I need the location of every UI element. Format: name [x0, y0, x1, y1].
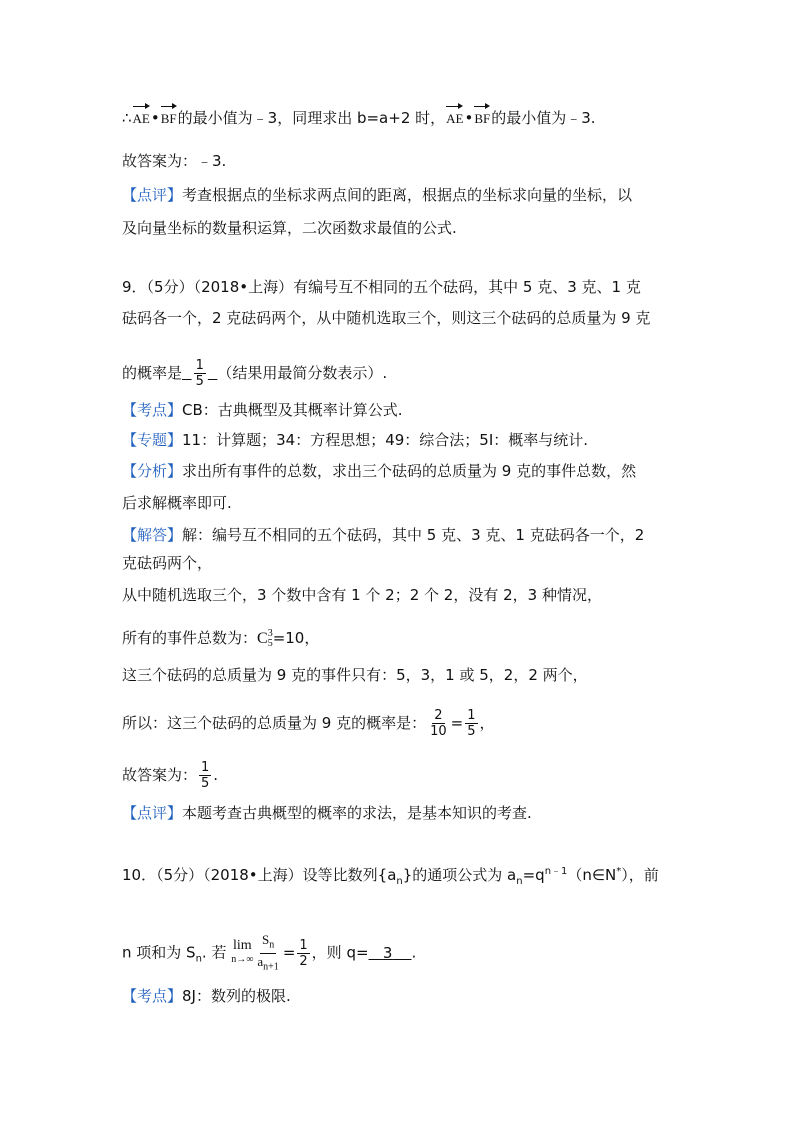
fraction-denominator: 5 — [467, 724, 476, 739]
kaodian-text: 8J：数列的极限. — [182, 987, 291, 1005]
q9-line-3 — [122, 358, 387, 389]
dianping-text: 本题考查古典概型的概率的求法，是基本知识的考查. — [182, 804, 532, 822]
q9-jieda-5: 这三个砝码的总质量为 9 克的事件只有：5，3，1 或 5，2，2 两个， — [122, 666, 588, 684]
text-segment: . 若 — [201, 943, 227, 962]
fraction-denominator: 10 — [430, 724, 447, 739]
text-segment: =q — [522, 866, 545, 884]
vector-bf: BF — [474, 109, 490, 129]
zhuanti-tag: 【专题】 — [122, 431, 183, 449]
text-segment: 的最小值为﹣3. — [491, 109, 596, 127]
text-segment: （结果用最简分数表示）. — [217, 364, 388, 382]
equals-sign: = — [282, 943, 296, 962]
text-segment: }的通项公式为 a — [402, 866, 517, 884]
fraction-one-fifth — [465, 708, 477, 739]
text-segment: . — [213, 766, 219, 784]
q9-jieda-6 — [122, 708, 495, 739]
q9-heading: 9．（5分）（2018•上海）有编号互不相同的五个砝码，其中 5 克、3 克、1 克 — [122, 278, 641, 296]
combination-subscript: 5 — [267, 638, 273, 650]
jieda-text: 解：编号互不相同的五个砝码，其中 5 克、3 克、1 克砝码各一个，2 — [182, 526, 645, 544]
fraction-one-half — [297, 938, 309, 969]
q9-jieda-3: 从中随机选取三个，3 个数中含有 1 个 2；2 个 2，没有 2，3 种情况， — [122, 586, 602, 604]
subscript: n+1 — [263, 961, 279, 973]
answer-blank — [369, 943, 412, 963]
q9-fenxi-2: 后求解概率即可. — [122, 494, 232, 512]
q9-jieda-1 — [122, 525, 644, 545]
comment-tag: 【点评】 — [122, 186, 183, 204]
q10-heading — [122, 862, 659, 892]
subscript: n — [396, 876, 403, 887]
text-segment: n 项和为 S — [122, 943, 196, 962]
text-segment: 的概率是 — [122, 364, 183, 382]
text-segment: （n∈N — [567, 866, 617, 884]
text-segment: ，则 q= — [311, 943, 369, 962]
comment-line-2: 及向量坐标的数量积运算，二次函数求最值的公式. — [122, 219, 457, 237]
q9-answer — [122, 760, 218, 791]
q9-jieda-2: 克砝码两个， — [122, 554, 213, 572]
limit-subscript: n→∞ — [231, 954, 254, 966]
kaodian-text: CB：古典概型及其概率计算公式. — [182, 401, 403, 419]
fraction-numerator: 1 — [299, 937, 308, 953]
q9-jieda-4 — [122, 628, 319, 649]
q10-kaodian — [122, 986, 291, 1006]
answer-value: 3 — [382, 943, 393, 962]
superscript: * — [616, 866, 622, 877]
combination-superscript: 3 — [267, 628, 273, 640]
fraction-denominator: a — [257, 953, 264, 969]
q9-fenxi-1 — [122, 461, 636, 481]
text-segment: 的最小值为﹣3，同理求出 b=a+2 时， — [177, 109, 446, 127]
subscript: n — [516, 876, 523, 887]
fraction-numerator: 1 — [467, 708, 476, 723]
fraction-two-tenths — [428, 708, 449, 739]
fraction-numerator: S — [261, 932, 270, 947]
therefore-symbol: ∴ — [122, 109, 132, 127]
limit-text: lim — [232, 938, 252, 954]
subscript: n — [269, 939, 275, 951]
jieda-tag: 【解答】 — [122, 526, 183, 544]
text-segment: 故答案为： — [122, 766, 198, 784]
dot-operator: • — [464, 109, 474, 127]
superscript: n﹣1 — [544, 866, 568, 877]
q9-zhuanti — [122, 430, 588, 450]
fraction-numerator: 1 — [195, 358, 204, 373]
fraction-denominator: 5 — [201, 776, 210, 791]
dot-operator: • — [150, 109, 160, 127]
vector-ae: AE — [446, 109, 463, 129]
dianping-tag: 【点评】 — [122, 804, 183, 822]
subscript: n — [195, 953, 202, 965]
text-segment: 所有的事件总数为： — [122, 629, 258, 647]
fraction-numerator: 2 — [434, 708, 443, 723]
fraction-denominator: 2 — [299, 953, 308, 969]
text-segment: ， — [479, 714, 495, 732]
text-segment: =10， — [272, 629, 320, 647]
q9-kaodian — [122, 400, 403, 420]
vector-ae: AE — [133, 109, 150, 129]
combination-c: C — [257, 630, 268, 647]
fraction-denominator: 5 — [195, 374, 204, 389]
equals-sign: = — [450, 714, 464, 732]
zhuanti-text: 11：计算题；34：方程思想；49：综合法；5I：概率与统计. — [182, 431, 589, 449]
q10-line-2 — [122, 932, 416, 974]
answer-line: 故答案为：﹣3. — [122, 152, 227, 170]
comment-text: 考查根据点的坐标求两点间的距离，根据点的坐标求向量的坐标，以 — [182, 186, 633, 204]
kaodian-tag: 【考点】 — [122, 401, 183, 419]
text-segment: ），前 — [621, 866, 659, 884]
comment-line-1 — [122, 185, 632, 205]
limit-operator — [231, 939, 253, 967]
fraction-answer — [194, 358, 206, 389]
fraction-numerator: 1 — [201, 760, 210, 775]
answer-blank — [182, 358, 217, 389]
text-segment: . — [411, 943, 417, 962]
fraction-sn-over-an1 — [255, 932, 280, 974]
fenxi-tag: 【分析】 — [122, 462, 183, 480]
fraction-answer-final — [199, 760, 211, 791]
kaodian-tag: 【考点】 — [122, 987, 183, 1005]
vector-bf: BF — [161, 109, 177, 129]
fenxi-text: 求出所有事件的总数，求出三个砝码的总质量为 9 克的事件总数，然 — [182, 462, 637, 480]
text-segment: 10．（5分）（2018•上海）设等比数列{a — [122, 866, 397, 884]
q9-line-2: 砝码各一个，2 克砝码两个，从中随机选取三个，则这三个砝码的总质量为 9 克 — [122, 309, 651, 327]
combination-symbol — [257, 628, 273, 650]
q9-dianping — [122, 803, 532, 823]
line-min-value — [122, 108, 596, 129]
text-segment: 所以：这三个砝码的总质量为 9 克的概率是： — [122, 714, 427, 732]
